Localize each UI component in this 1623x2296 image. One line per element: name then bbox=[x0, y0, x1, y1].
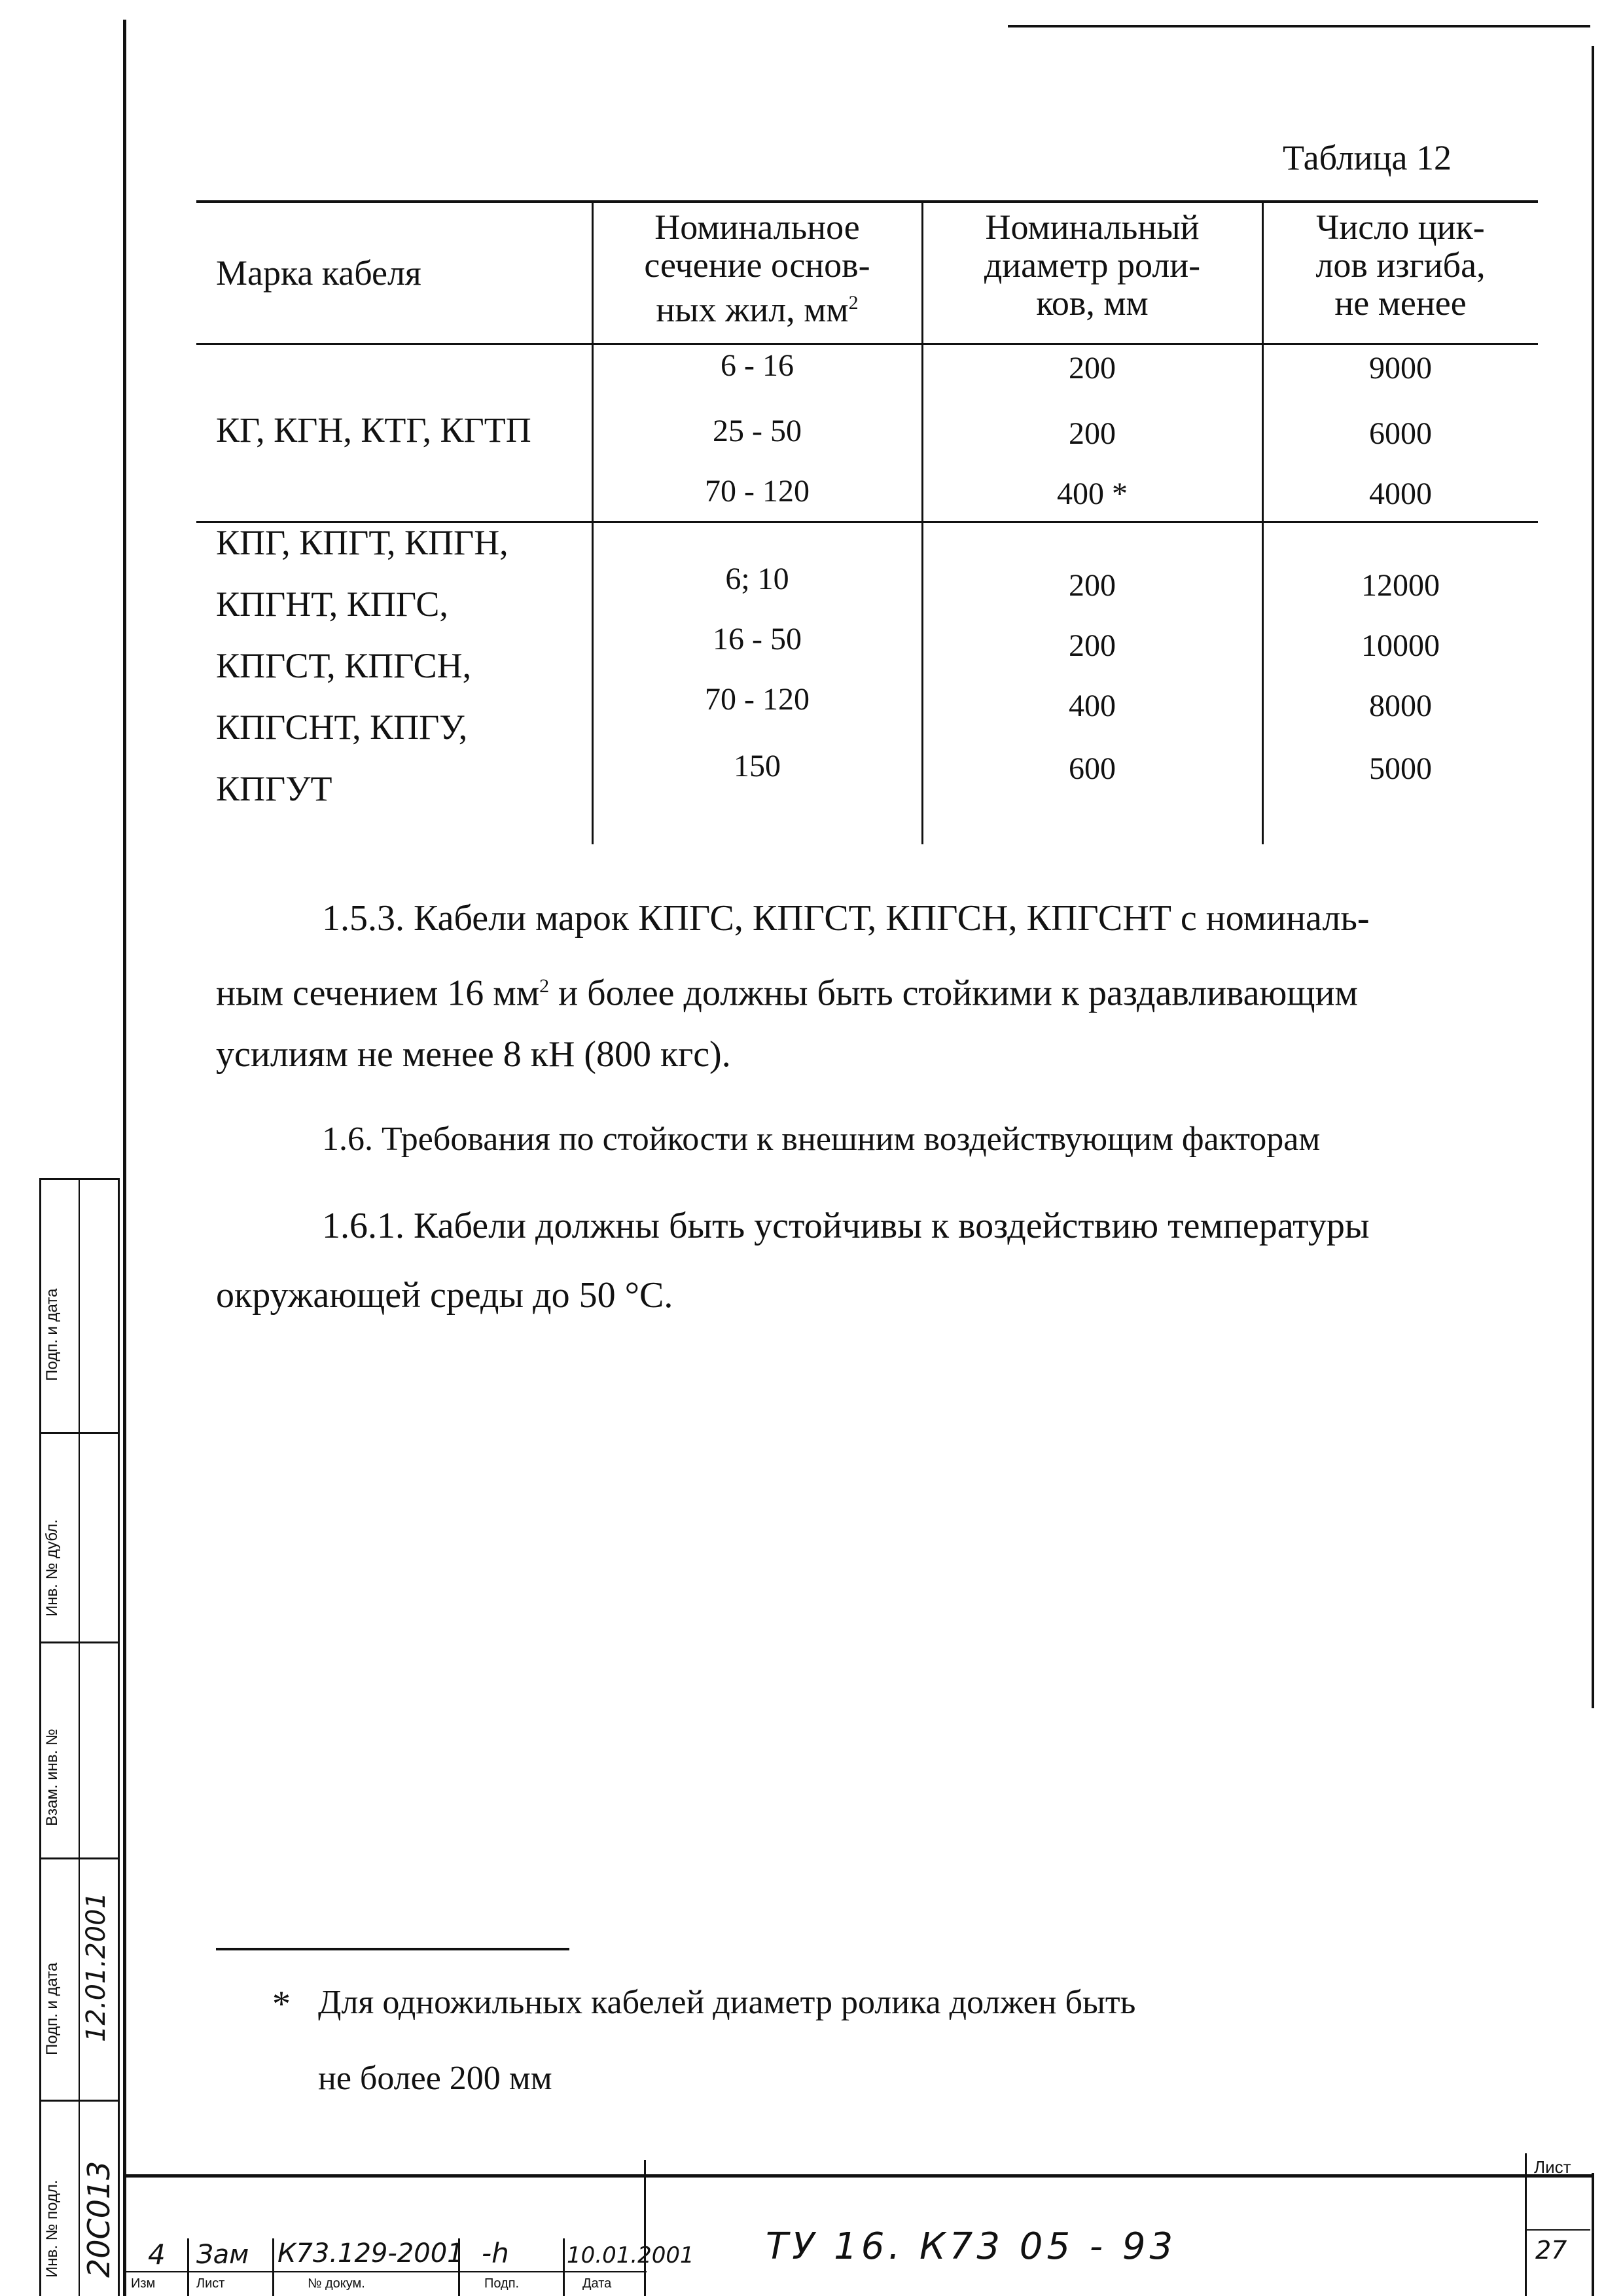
title-block-sheet-rule bbox=[1525, 2229, 1590, 2231]
header-section-line2: сечение основ- bbox=[644, 245, 870, 285]
cell-section: 150 bbox=[734, 749, 781, 783]
sheet-number: 27 bbox=[1535, 2236, 1567, 2265]
label-doc: № докум. bbox=[308, 2276, 365, 2291]
rev-signature: -h bbox=[482, 2237, 509, 2269]
frame-top-right-line bbox=[1008, 25, 1590, 27]
label-sign: Подп. bbox=[484, 2276, 520, 2291]
header-diameter-line3: ков, мм bbox=[1036, 283, 1149, 323]
cell-section: 6; 10 bbox=[725, 562, 789, 596]
frame-left-border bbox=[123, 20, 126, 2296]
cell-section: 6 - 16 bbox=[721, 348, 794, 383]
title-block-col bbox=[187, 2238, 189, 2296]
footnote-line2: не более 200 мм bbox=[318, 2060, 552, 2097]
frame-right-border bbox=[1592, 46, 1594, 1708]
rev-number: 4 bbox=[148, 2238, 166, 2270]
side-stamp-sep-4 bbox=[39, 2100, 119, 2102]
rev-list: Зам bbox=[196, 2240, 249, 2270]
title-block-top-rule bbox=[123, 2174, 1592, 2178]
footnote-mark: * bbox=[272, 1984, 291, 2024]
cell-cycles: 6000 bbox=[1369, 416, 1432, 451]
cell-diameter: 600 bbox=[1069, 751, 1116, 786]
header-section-line1: Номинальное bbox=[654, 207, 860, 247]
rev-document: К73.129-2001 bbox=[277, 2238, 464, 2269]
side-stamp-right-edge bbox=[118, 1178, 120, 2296]
cell-cycles: 8000 bbox=[1369, 689, 1432, 723]
table-title: Таблица 12 bbox=[1283, 138, 1452, 177]
label-list: Лист bbox=[196, 2276, 225, 2291]
footnote-line1: Для одножильных кабелей диаметр ролика должен быть bbox=[318, 1984, 1136, 2021]
label-izm: Изм bbox=[131, 2276, 156, 2291]
cell-cycles: 10000 bbox=[1361, 628, 1440, 663]
header-diameter-line2: диаметр роли- bbox=[984, 245, 1201, 285]
title-block-col bbox=[272, 2238, 274, 2296]
group2-brand-line: КПГСТ, КПГСН, bbox=[216, 646, 472, 685]
paragraph-1-5-3-line2: ным сечением 16 $мм^2$ и более должны быть стойкими к раздавливающим bbox=[216, 973, 1358, 1014]
side-label-sign-date-bottom: Подп. и дата bbox=[43, 1962, 61, 2055]
cell-diameter: 200 bbox=[1069, 351, 1116, 386]
cell-section: 16 - 50 bbox=[713, 622, 802, 656]
table-header-rule bbox=[196, 343, 1538, 345]
side-stamp-left-edge bbox=[39, 1178, 41, 2296]
frame-right-border-lower bbox=[1592, 2173, 1594, 2296]
title-block-sheet-col bbox=[1525, 2153, 1527, 2296]
sheet-label: Лист bbox=[1534, 2157, 1571, 2177]
header-cycles-line3: не менее bbox=[1334, 283, 1467, 323]
side-label-sign-date-top: Подп. и дата bbox=[43, 1288, 61, 1381]
side-label-inv-dubl: Инв. № дубл. bbox=[43, 1519, 61, 1617]
header-diameter-line1: Номинальный bbox=[985, 207, 1200, 247]
paragraph-1-6-1-line1: 1.6.1. Кабели должны быть устойчивы к воздействию температуры bbox=[322, 1206, 1370, 1246]
group2-brand-line: КПГНТ, КПГС, bbox=[216, 584, 448, 624]
document-code: ТУ 16. К73 05 - 93 bbox=[766, 2225, 1177, 2268]
side-stamp-sep-1 bbox=[39, 1432, 119, 1434]
paragraph-1-5-3-line1: 1.5.3. Кабели марок КПГС, КПГСТ, КПГСН, КПГСНТ с номиналь- bbox=[322, 898, 1370, 939]
table-top-rule bbox=[196, 200, 1538, 203]
section-heading-1-6: 1.6. Требования по стойкости к внешним воздействующим факторам bbox=[322, 1121, 1321, 1158]
side-label-vzam-inv: Взам. инв. № bbox=[43, 1729, 61, 1826]
group2-brand-line: КПГУТ bbox=[216, 769, 332, 808]
cell-diameter: 200 bbox=[1069, 628, 1116, 663]
paragraph-1-6-1-line2: окружающей среды до 50 °С. bbox=[216, 1275, 673, 1316]
header-cycles-line1: Число цик- bbox=[1316, 207, 1485, 247]
footnote-separator bbox=[216, 1948, 569, 1950]
cell-section: 25 - 50 bbox=[713, 414, 802, 448]
cell-cycles: 5000 bbox=[1369, 751, 1432, 786]
cell-diameter: 400 * bbox=[1057, 476, 1128, 511]
header-section-line3: ных жил, $мм^2$ bbox=[656, 290, 859, 329]
title-block-col bbox=[644, 2160, 646, 2296]
label-date: Дата bbox=[582, 2276, 612, 2291]
paragraph-1-5-3-line3: усилиям не менее 8 кН (800 кгс). bbox=[216, 1034, 731, 1075]
cell-cycles: 9000 bbox=[1369, 351, 1432, 386]
group1-brand: КГ, КГН, КТГ, КГТП bbox=[216, 410, 531, 450]
side-stamp-divider bbox=[79, 1178, 80, 2296]
cell-section: 70 - 120 bbox=[705, 682, 810, 717]
group2-brand-line: КПГСНТ, КПГУ, bbox=[216, 708, 468, 747]
cell-section: 70 - 120 bbox=[705, 474, 810, 509]
side-value-inv-podl: 20C013 bbox=[81, 2161, 116, 2278]
title-block-col bbox=[563, 2238, 565, 2296]
cell-diameter: 200 bbox=[1069, 416, 1116, 451]
rev-date: 10.01.2001 bbox=[567, 2242, 694, 2269]
side-value-sign-date: 12.01.2001 bbox=[81, 1892, 111, 2042]
cell-cycles: 4000 bbox=[1369, 476, 1432, 511]
side-stamp-sep-2 bbox=[39, 1641, 119, 1643]
cell-diameter: 200 bbox=[1069, 568, 1116, 603]
cell-diameter: 400 bbox=[1069, 689, 1116, 723]
header-brand: Марка кабеля bbox=[216, 253, 421, 293]
group2-brand-line: КПГ, КПГТ, КПГН, bbox=[216, 523, 508, 562]
side-label-inv-podl: Инв. № подл. bbox=[43, 2179, 61, 2278]
header-cycles-line2: лов изгиба, bbox=[1315, 245, 1486, 285]
side-stamp-top bbox=[39, 1178, 119, 1180]
title-block-mid-rule bbox=[123, 2271, 647, 2272]
cell-cycles: 12000 bbox=[1361, 568, 1440, 603]
side-stamp-sep-3 bbox=[39, 1857, 119, 1859]
